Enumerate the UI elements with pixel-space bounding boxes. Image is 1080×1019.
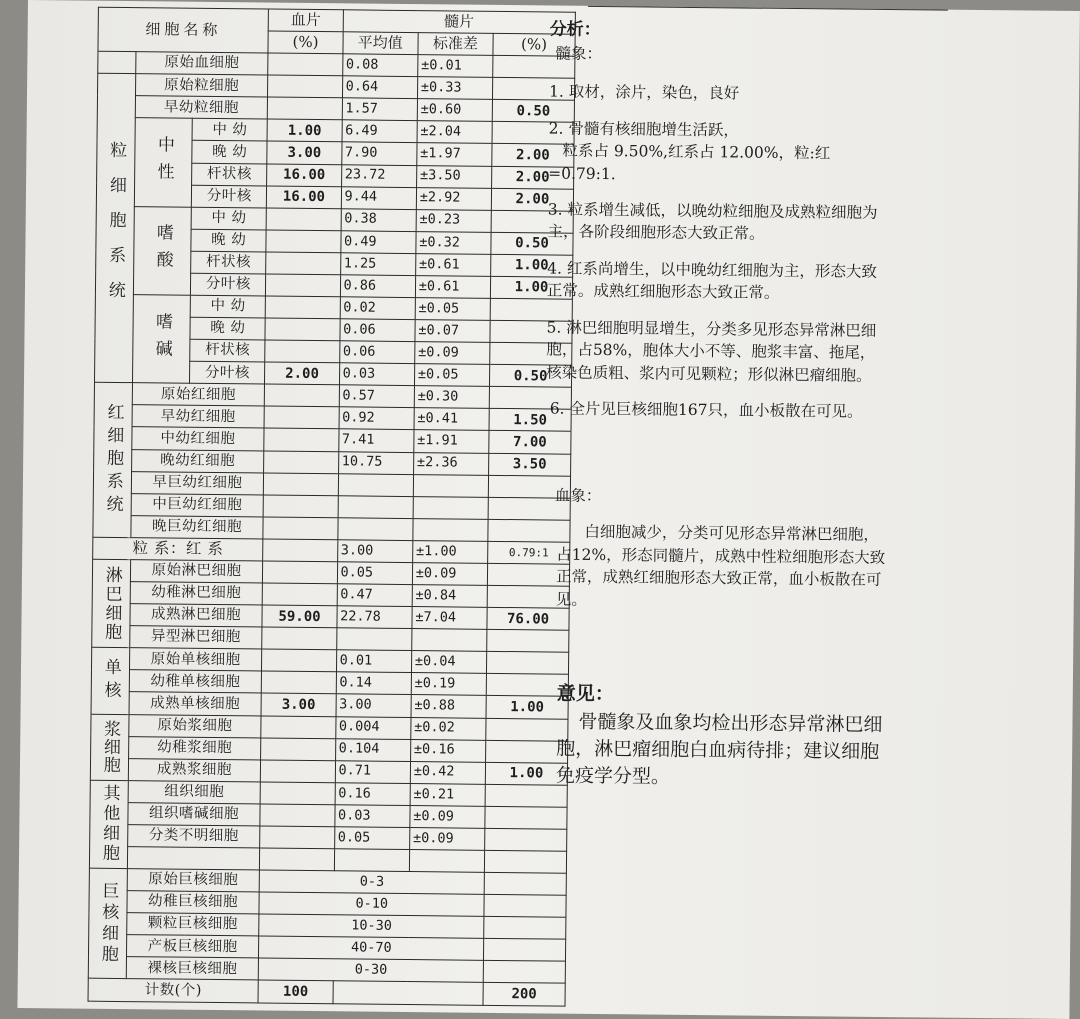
sd-value: ±0.21	[410, 783, 485, 806]
group-granulocyte: 粒细胞系统	[94, 73, 135, 382]
sd-value: ±0.09	[409, 827, 484, 850]
mean-value: 6.49	[342, 120, 417, 143]
blood-value	[266, 252, 340, 275]
blood-value: 3.00	[261, 693, 335, 716]
cell-name: 分类不明细胞	[127, 824, 260, 847]
marrow-value: 0.50	[490, 365, 572, 388]
cell-table-wrapper	[88, 7, 576, 1007]
blood-value: 2.00	[265, 362, 339, 385]
mean-value: 0.05	[337, 562, 412, 585]
analysis-title: 分析：	[549, 19, 601, 40]
sd-value: ±0.41	[414, 408, 489, 431]
range-value: 40-70	[259, 936, 484, 960]
marrow-item-4: 4. 红系尚增生，以中晚幼红细胞为主，形态大致	[547, 259, 878, 281]
count-label: 计数(个)	[88, 979, 259, 1003]
marrow-item-1: 1. 取材，涂片，染色，良好	[548, 82, 740, 103]
mean-value: 0.38	[341, 208, 416, 231]
cell-name: 成熟淋巴细胞	[130, 604, 263, 627]
blood-value	[266, 274, 340, 297]
marrow-value: 2.00	[491, 188, 573, 211]
cell-name: 杆状核	[192, 163, 267, 186]
sd-value: ±0.07	[415, 320, 490, 343]
cell-name: 原始粒细胞	[135, 74, 268, 97]
mean-value: 0.03	[339, 363, 414, 386]
mean-value: 1.57	[342, 98, 417, 121]
opinion-line-1: 骨髓象及血象均检出形态异常淋巴细	[578, 710, 883, 736]
blood-value	[265, 340, 339, 363]
opinion-line-3: 免疫学分型。	[555, 764, 671, 788]
cell-name: 异型淋巴细胞	[129, 626, 262, 649]
cell-name: 原始血细胞	[135, 52, 268, 75]
blood-value: 16.00	[267, 164, 341, 187]
mean-value: 0.05	[334, 827, 409, 850]
cell-name: 幼稚淋巴细胞	[130, 582, 263, 605]
mean-value: 0.03	[334, 805, 409, 828]
mean-value: 0.71	[335, 760, 410, 783]
opinion-title: 意见：	[556, 682, 614, 706]
mean-value: 9.44	[341, 186, 416, 209]
blood-count: 100	[258, 980, 332, 1003]
blood-value: 1.00	[267, 119, 341, 142]
opinion-line-2: 胞，淋巴瘤细胞白血病待排；建议细胞	[556, 737, 880, 763]
sd-value: ±0.16	[410, 739, 485, 762]
blood-value: 59.00	[262, 605, 336, 628]
blood-value	[262, 671, 336, 694]
cell-name: 分叶核	[190, 361, 265, 384]
marrow-item-2c: =0.79:1.	[548, 163, 616, 183]
blood-item-1c: 正常，成熟红细胞形态大致正常，血小板散在可	[555, 567, 882, 590]
mean-value: 0.004	[335, 716, 410, 739]
cell-name: 颗粒巨核细胞	[126, 913, 259, 936]
header-mean: 平均值	[342, 32, 417, 55]
subgroup-eosinophil: 嗜酸	[133, 206, 191, 295]
cell-name: 早幼粒细胞	[135, 96, 268, 119]
cell-name: 原始单核细胞	[129, 648, 262, 671]
marrow-value: 7.00	[489, 431, 571, 454]
cell-name: 原始淋巴细胞	[130, 560, 263, 583]
sd-value: ±0.23	[416, 209, 491, 232]
blood-value	[263, 583, 337, 606]
marrow-item-3: 3. 粒系增生减低，以晚幼粒细胞及成熟粒细胞为	[547, 200, 878, 222]
sd-value: ±0.19	[411, 673, 486, 696]
mean-value: 0.06	[339, 319, 414, 342]
sd-value: ±0.05	[414, 364, 489, 387]
table-row	[96, 206, 573, 233]
mean-value: 7.41	[338, 429, 413, 452]
table-row	[97, 118, 574, 145]
mean-value: 0.01	[336, 650, 411, 673]
group-plasma: 浆细胞	[90, 714, 128, 781]
marrow-value: 1.50	[489, 409, 571, 432]
cell-name: 幼稚巨核细胞	[127, 891, 260, 914]
sd-value: ±0.88	[411, 695, 486, 718]
cell-name: 原始巨核细胞	[127, 869, 260, 892]
range-value: 0-10	[259, 892, 484, 916]
cell-name: 原始红细胞	[132, 383, 265, 406]
cell-name: 幼稚单核细胞	[129, 670, 262, 693]
marrow-value: 3.50	[489, 453, 571, 476]
mean-value: 3.00	[337, 540, 412, 563]
mean-value: 0.57	[339, 385, 414, 408]
sd-value: ±0.33	[417, 77, 492, 100]
blood-value	[263, 561, 337, 584]
group-monocyte: 单核	[91, 647, 129, 714]
marrow-item-2: 2. 骨髓有核细胞增生活跃，	[548, 119, 739, 140]
cell-name: 中 幼	[190, 295, 265, 318]
sd-value: ±2.04	[417, 121, 492, 144]
cell-name: 组织细胞	[128, 780, 261, 803]
cell-name: 杆状核	[190, 339, 265, 362]
cell-name: 成熟单核细胞	[129, 692, 262, 715]
cell-name: 晚 幼	[191, 229, 266, 252]
cell-name: 晚 幼	[190, 317, 265, 340]
cell-name: 中 幼	[192, 119, 267, 142]
sd-value: ±0.09	[412, 563, 487, 586]
sd-value: ±0.02	[411, 717, 486, 740]
cell-name: 裸核巨核细胞	[126, 957, 259, 980]
mean-value: 0.64	[342, 76, 417, 99]
blood-value	[261, 738, 335, 761]
blood-value	[265, 318, 339, 341]
sd-value: ±0.61	[415, 253, 490, 276]
range-value: 0-3	[260, 870, 485, 894]
sd-value: ±0.09	[415, 342, 490, 365]
marrow-value: 2.00	[492, 144, 574, 167]
cell-name: 杆状核	[191, 251, 266, 274]
mean-value: 1.25	[340, 253, 415, 276]
sd-value: ±2.36	[413, 452, 488, 475]
sd-value: ±2.92	[416, 187, 491, 210]
blood-value	[268, 97, 342, 120]
group-other: 其他细胞	[89, 780, 128, 869]
sd-value: ±3.50	[416, 165, 491, 188]
cell-name: 原始浆细胞	[128, 714, 261, 737]
subgroup-neutrophil: 中性	[134, 118, 192, 207]
header-marrow-unit: (%)	[493, 33, 575, 56]
marrow-value: 1.00	[490, 276, 572, 299]
cell-name: 晚 幼	[192, 141, 267, 164]
blood-value	[267, 208, 341, 231]
sd-value: ±0.04	[411, 651, 486, 674]
mean-value: 10.75	[338, 451, 413, 474]
sd-value: ±0.60	[417, 99, 492, 122]
blood-value	[261, 715, 335, 738]
range-value: 10-30	[259, 914, 484, 938]
mean-value: 0.104	[335, 738, 410, 761]
report-sheet	[17, 0, 1079, 1019]
blood-item-1d: 见。	[555, 590, 587, 609]
blood-value	[268, 53, 342, 76]
cell-name: 中巨幼红细胞	[131, 493, 264, 516]
analysis-section	[542, 17, 950, 793]
mean-value: 0.06	[339, 341, 414, 364]
count-row	[88, 979, 565, 1007]
group-erythroid: 红细胞系统	[93, 383, 132, 538]
sd-value: ±1.00	[412, 540, 487, 563]
cell-name: 中幼红细胞	[131, 427, 264, 450]
table-row	[95, 294, 572, 321]
blood-title: 血象：	[554, 486, 602, 505]
sd-value: ±0.09	[410, 805, 485, 828]
mean-value: 22.78	[336, 606, 411, 629]
range-value: 0-30	[259, 958, 484, 982]
blood-value	[264, 428, 338, 451]
blood-value	[262, 649, 336, 672]
sd-value: ±7.04	[412, 607, 487, 630]
marrow-item-6: 6. 全片见巨核细胞167只，血小板散在可见。	[549, 399, 863, 422]
blood-value	[266, 230, 340, 253]
mean-value: 0.92	[339, 407, 414, 430]
marrow-item-5: 5. 淋巴细胞明显增生，分类多见形态异常淋巴细	[546, 318, 877, 340]
mean-value: 7.90	[341, 142, 416, 165]
blood-item-1b: 占12%，形态同髓片，成熟中性粒细胞形态大致	[556, 545, 886, 567]
blood-value	[264, 406, 338, 429]
marrow-value: 0.79:1	[488, 541, 570, 564]
marrow-item-2b: 粒系占 9.50%,红系占 12.00%，粒:红	[562, 141, 831, 163]
group-megakaryocyte: 巨核细胞	[88, 868, 127, 979]
header-blood: 血片	[269, 9, 343, 32]
cell-name: 分叶核	[191, 273, 266, 296]
marrow-value: 76.00	[487, 607, 569, 630]
marrow-item-3b: 主，各阶段细胞形态大致正常。	[547, 222, 765, 244]
cell-count-table	[88, 7, 576, 1007]
sd-value: ±0.42	[410, 761, 485, 784]
header-cell-name: 细胞名称	[98, 7, 269, 53]
sd-value: ±0.32	[416, 231, 491, 254]
cell-name: 幼稚浆细胞	[128, 736, 261, 759]
marrow-item-5c: 核染色质粗、浆内可见颗粒；形似淋巴瘤细胞。	[546, 363, 872, 385]
mean-value: 0.02	[340, 297, 415, 320]
header-blood-unit: (%)	[268, 31, 342, 54]
cell-name: 早巨幼红细胞	[131, 471, 264, 494]
sd-value: ±0.84	[412, 585, 487, 608]
sd-value: ±0.05	[415, 298, 490, 321]
mean-value: 0.16	[335, 782, 410, 805]
blood-value: 3.00	[267, 141, 341, 164]
marrow-value: 1.00	[486, 696, 568, 719]
cell-name: 成熟浆细胞	[128, 758, 261, 781]
marrow-item-4b: 正常。成熟红细胞形态大致正常。	[546, 281, 780, 303]
blood-value	[268, 75, 342, 98]
cell-name: 分叶核	[191, 185, 266, 208]
sd-value: ±0.61	[415, 276, 490, 299]
marrow-count: 200	[483, 983, 565, 1006]
marrow-value: 0.50	[492, 100, 574, 123]
blood-value	[264, 451, 338, 474]
marrow-value: 2.00	[492, 166, 574, 189]
cell-name: 产板巨核细胞	[126, 935, 259, 958]
cell-name: 中 幼	[191, 207, 266, 230]
header-row-1	[98, 7, 575, 34]
cell-name: 晚幼红细胞	[131, 449, 264, 472]
marrow-title: 髓象：	[555, 44, 603, 63]
mean-value: 3.00	[336, 694, 411, 717]
ratio-label: 粒 系：红 系	[93, 537, 264, 561]
marrow-value: 1.00	[485, 762, 567, 785]
sd-value: ±1.91	[414, 430, 489, 453]
blood-value	[265, 384, 339, 407]
header-marrow: 髓片	[343, 10, 576, 35]
blood-value: 16.00	[267, 186, 341, 209]
subgroup-basophil: 嗜碱	[132, 295, 190, 384]
sd-value: ±0.30	[414, 386, 489, 409]
group-lymphocyte: 淋巴细胞	[92, 559, 131, 648]
header-sd: 标准差	[418, 33, 493, 56]
mean-value: 0.08	[342, 54, 417, 77]
marrow-item-5b: 胞，占58%，胞体大小不等、胞浆丰富、拖尾，	[546, 340, 876, 363]
sd-value: ±0.01	[418, 55, 493, 78]
sd-value: ±1.97	[417, 143, 492, 166]
cell-name: 组织嗜碱细胞	[127, 802, 260, 825]
blood-value	[266, 296, 340, 319]
cell-name: 早幼红细胞	[132, 405, 265, 428]
mean-value: 0.47	[337, 584, 412, 607]
mean-value: 23.72	[341, 164, 416, 187]
marrow-value: 0.50	[491, 232, 573, 255]
mean-value: 0.14	[336, 672, 411, 695]
mean-value: 0.86	[340, 275, 415, 298]
marrow-value: 1.00	[491, 254, 573, 277]
cell-name: 晚巨幼红细胞	[131, 515, 264, 538]
top-rule	[588, 6, 948, 11]
mean-value: 0.49	[340, 231, 415, 254]
blood-item-1: 白细胞减少，分类可见形态异常淋巴细胞，	[584, 523, 880, 545]
blood-value	[261, 760, 335, 783]
